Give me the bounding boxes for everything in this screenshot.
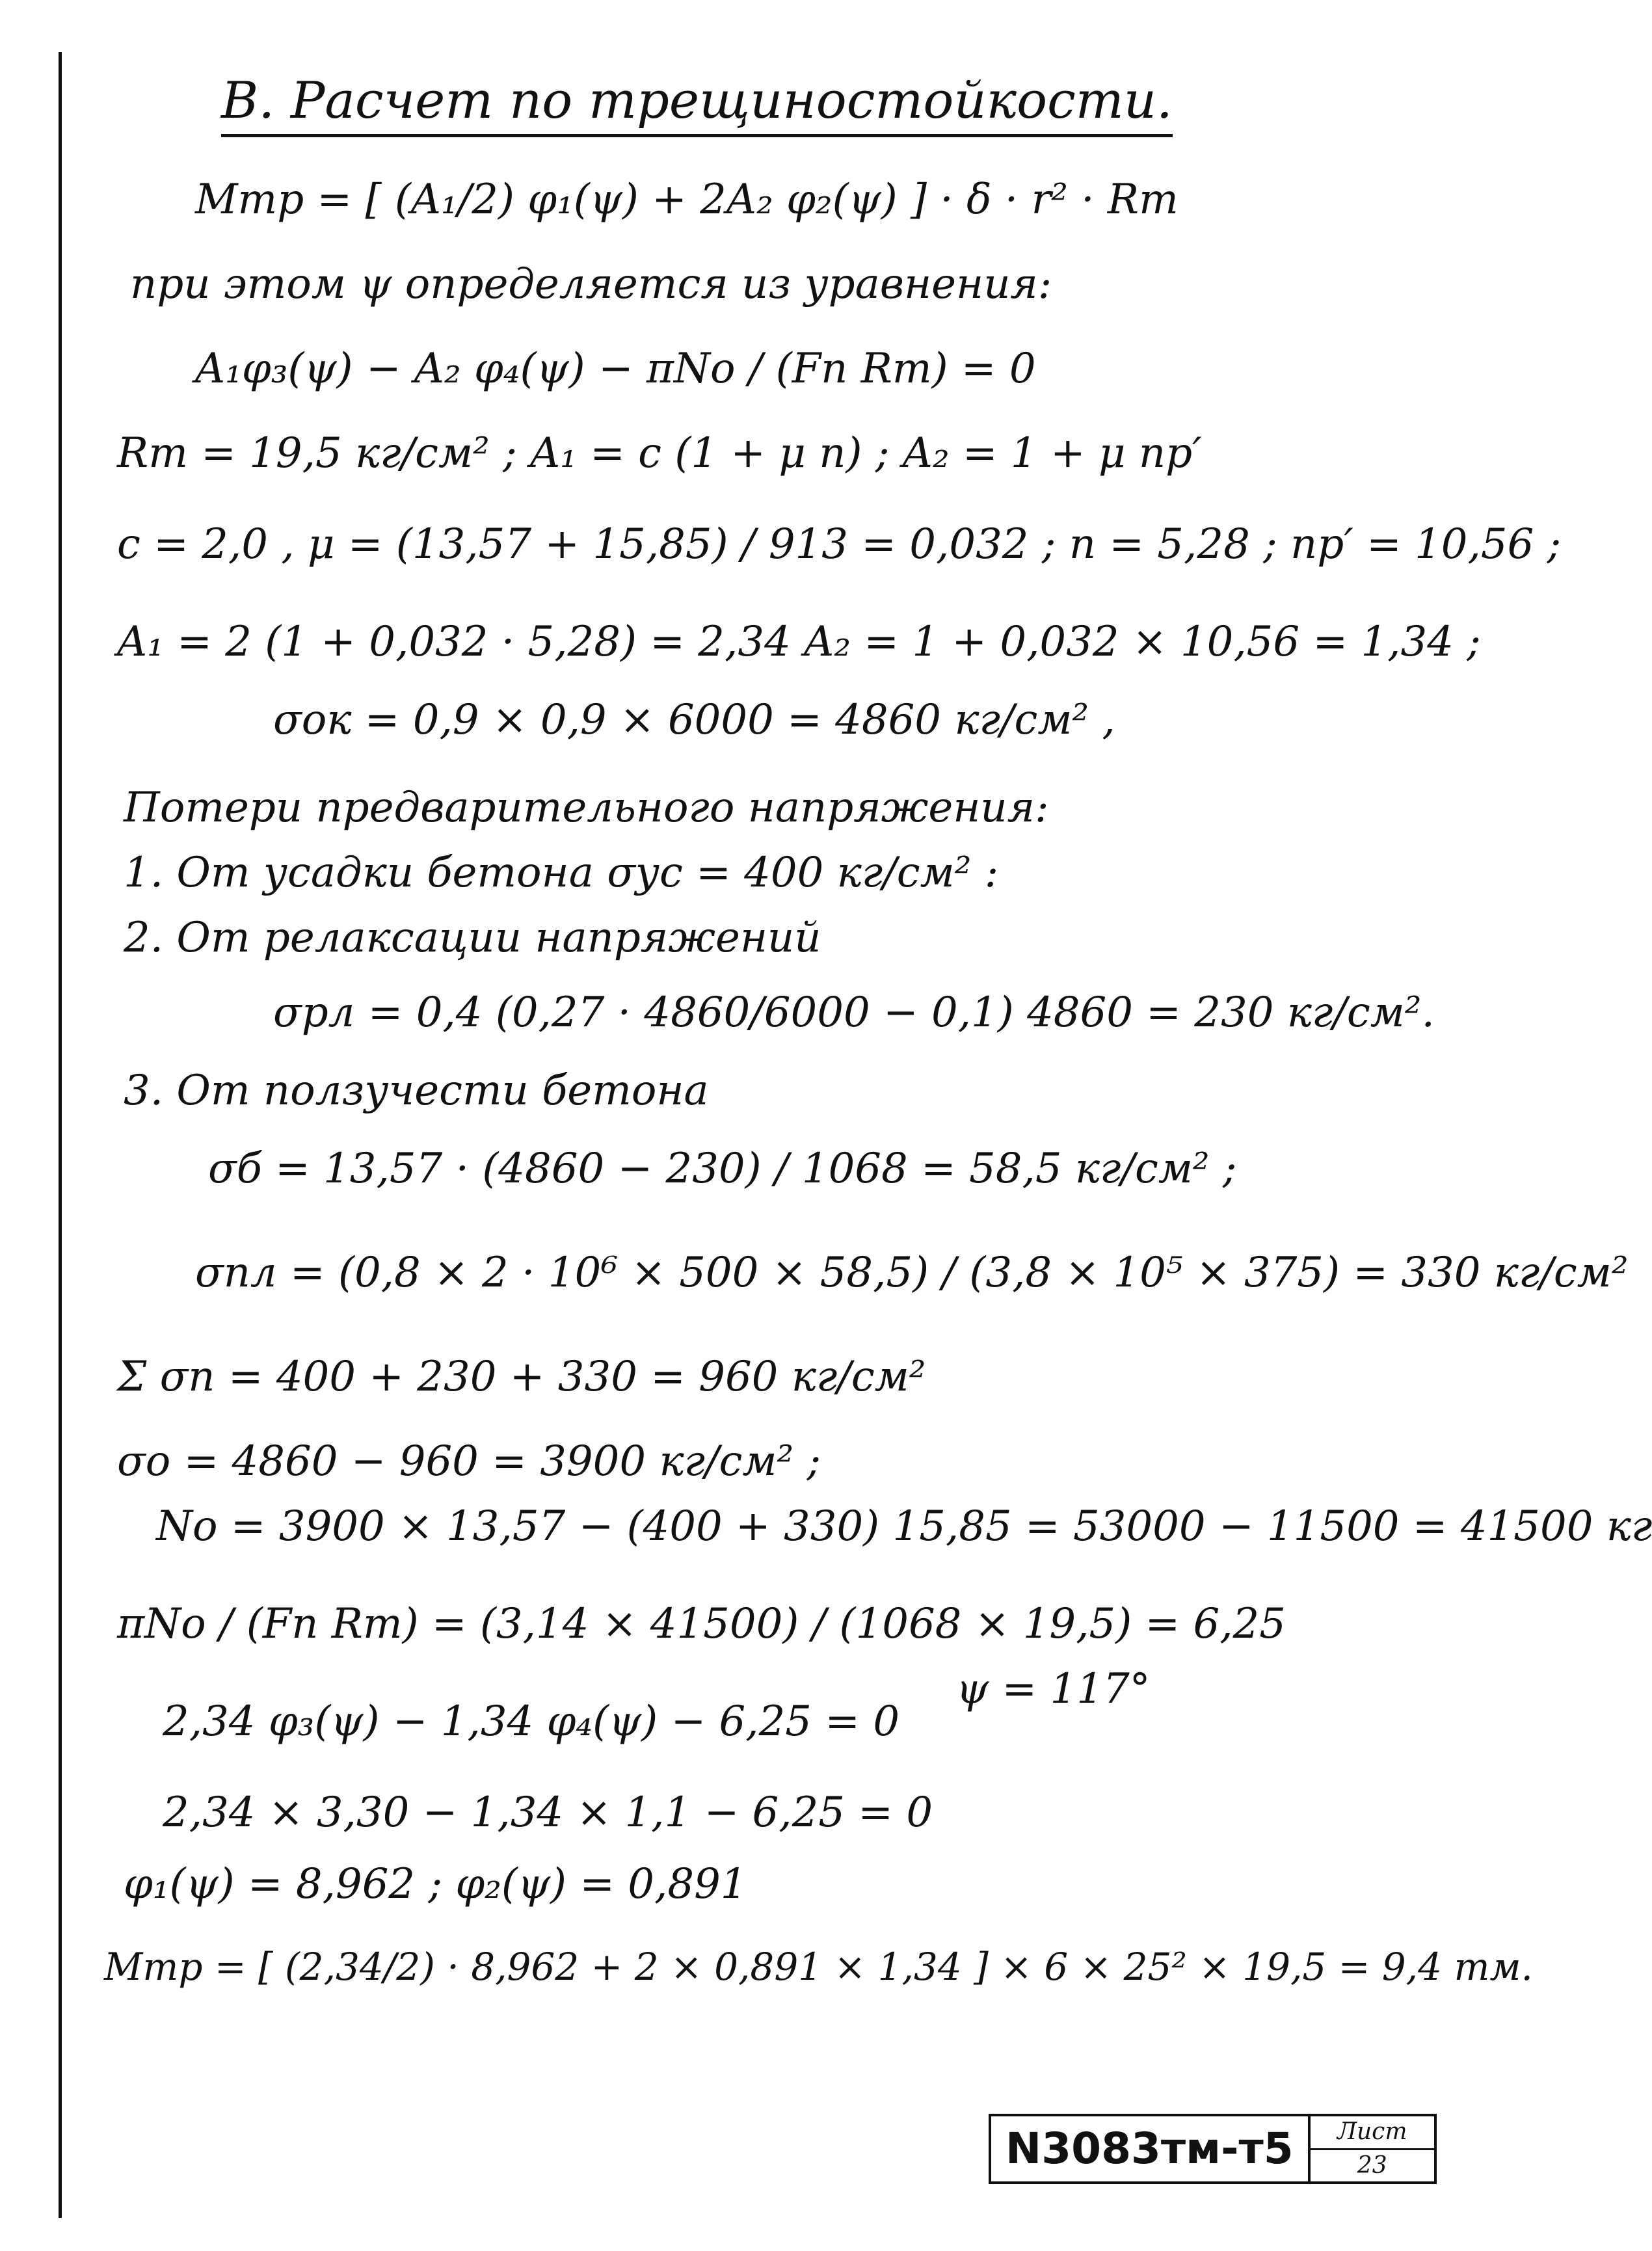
formula-rt-a1-a2: Rт = 19,5 кг/см² ; A₁ = c (1 + μ n) ; A₂ = 1 + μ nр′	[117, 429, 1202, 477]
loss-shrinkage: 1. От усадки бетона σус = 400 кг/см² :	[124, 849, 999, 897]
formula-sigma-b: σб = 13,57 · (4860 − 230) / 1068 = 58,5 кг/см² ;	[208, 1145, 1237, 1193]
formula-moment: Мтр = [ (A₁/2) φ₁(ψ) + 2A₂ φ₂(ψ) ] · δ · r² · Rт	[195, 176, 1179, 224]
sheet-label: Лист	[1311, 2116, 1434, 2150]
loss-creep-heading: 3. От ползучести бетона	[124, 1067, 709, 1115]
text-psi-intro: при этом ψ определяется из уравнения:	[130, 260, 1052, 308]
formula-phi-values: φ₁(ψ) = 8,962 ; φ₂(ψ) = 0,891	[124, 1860, 747, 1908]
formula-moment-result: Мтр = [ (2,34/2) · 8,962 + 2 × 0,891 × 1,34 ] × 6 × 25² × 19,5 = 9,4 тм.	[104, 1945, 1533, 1989]
formula-sigma-pl: σпл = (0,8 × 2 · 10⁶ × 500 × 58,5) / (3,8 × 10⁵ × 375) = 330 кг/см²	[195, 1249, 1629, 1297]
formula-sum-losses: Σ σп = 400 + 230 + 330 = 960 кг/см²	[117, 1353, 926, 1401]
title-block-stamp	[989, 2114, 1437, 2184]
sheet-number: 23	[1357, 2151, 1387, 2179]
formula-sigma-ok: σок = 0,9 × 0,9 × 6000 = 4860 кг/см² ,	[273, 696, 1115, 744]
loss-relaxation-formula: σрл = 0,4 (0,27 · 4860/6000 − 0,1) 4860 = 230 кг/см².	[273, 989, 1435, 1037]
formula-no: Nо = 3900 × 13,57 − (400 + 330) 15,85 = 53000 − 11500 = 41500 кг	[156, 1502, 1652, 1551]
loss-relaxation-heading: 2. От релаксации напряжений	[124, 914, 821, 962]
result-psi: ψ = 117°	[956, 1665, 1151, 1713]
drawing-code: N3083тм-т5	[991, 2116, 1311, 2181]
heading-prestress-losses: Потери предварительного напряжения:	[124, 784, 1049, 832]
formula-psi-equation: A₁φ₃(ψ) − A₂ φ₄(ψ) − πNo / (Fп Rт) = 0	[195, 345, 1036, 393]
formula-ratio: πNo / (Fп Rт) = (3,14 × 41500) / (1068 × 19,5) = 6,25	[117, 1600, 1286, 1648]
formula-sigma-o: σо = 4860 − 960 = 3900 кг/см² ;	[117, 1437, 821, 1485]
sheet-box	[1311, 2116, 1434, 2181]
formula-check: 2,34 × 3,30 − 1,34 × 1,1 − 6,25 = 0	[163, 1789, 933, 1837]
margin-line	[59, 52, 62, 2218]
formula-psi-substituted: 2,34 φ₃(ψ) − 1,34 φ₄(ψ) − 6,25 = 0	[163, 1698, 900, 1746]
formula-a1-a2-values: A₁ = 2 (1 + 0,032 · 5,28) = 2,34 A₂ = 1 + 0,032 × 10,56 = 1,34 ;	[117, 618, 1481, 666]
section-title: В. Расчет по трещиностойкости.	[221, 72, 1173, 137]
formula-c-mu-n: c = 2,0 , μ = (13,57 + 15,85) / 913 = 0,032 ; n = 5,28 ; nр′ = 10,56 ;	[117, 520, 1562, 568]
